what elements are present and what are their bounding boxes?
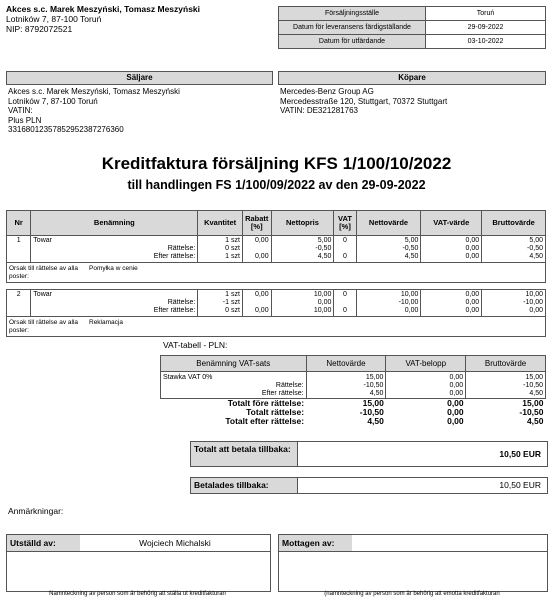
item-name-cell	[31, 236, 198, 263]
item-row-label: Efter rättelse:	[153, 307, 196, 314]
vat-rate-label: Stawka VAT 0%	[163, 374, 213, 381]
vat-amount: 0,00	[449, 374, 464, 381]
vat-net: 15,00	[365, 374, 384, 381]
item-vat-rate: 0	[343, 237, 347, 244]
item-vat-value: 0,00	[465, 307, 480, 314]
vat-total-row	[161, 408, 546, 417]
item-gross: 5,00	[529, 237, 543, 244]
meta-row	[279, 7, 546, 21]
vat-total-net: 15,00	[362, 398, 384, 408]
reason-cell	[7, 263, 198, 283]
item-row-label: Rättelse:	[167, 245, 196, 252]
seller-header	[6, 4, 200, 34]
item-net: -10,00	[398, 299, 419, 306]
item-net-cell	[356, 290, 421, 317]
meta-label: Datum för utfärdande	[279, 35, 426, 49]
vat-total-gross: 15,00	[522, 398, 544, 408]
item-net-cell	[356, 236, 421, 263]
item-discount: 0,00	[254, 237, 269, 244]
col-header-vat-rate: VAT [%]	[334, 211, 356, 236]
buyer-block	[278, 71, 546, 116]
vat-gross: -10,50	[523, 382, 543, 389]
vat-total-row	[161, 417, 546, 426]
item-vat-rate: 0	[343, 253, 347, 260]
received-by-box	[278, 534, 548, 592]
meta-label: Försäljningsställe	[279, 7, 426, 21]
col-header-nr: Nr	[7, 211, 31, 236]
vat-total-label: Totalt rättelse:	[246, 407, 305, 417]
vat-total-label: Totalt före rättelse:	[227, 398, 305, 408]
reason-label: Orsak till rättelse av alla poster:	[9, 319, 78, 334]
seller-header-address: Lotników 7, 87-100 Toruń	[6, 14, 102, 24]
buyer-line: Mercedes-Benz Group AG	[280, 87, 374, 96]
vat-amount: 0,00	[449, 390, 464, 397]
vat-total-vat: 0,00	[447, 407, 464, 417]
meta-value: Toruń	[426, 7, 546, 21]
item-price-cell	[271, 236, 334, 263]
item-price: 4,50	[317, 253, 332, 260]
meta-value: 03-10-2022	[426, 35, 546, 49]
buyer-line: VATIN: DE321281763	[280, 106, 358, 115]
item-discount: 0,00	[254, 307, 269, 314]
item-vat-value: 0,00	[465, 299, 480, 306]
vat-total-gross: 4,50	[526, 416, 544, 426]
item-gross: 10,00	[525, 291, 543, 298]
item-nr: 2	[7, 290, 31, 317]
items-table	[6, 210, 546, 337]
item-qty-cell	[198, 290, 243, 317]
item-gross: 0,00	[529, 307, 543, 314]
seller-line: VATIN:	[8, 106, 33, 115]
item-qty: 0 szt	[225, 307, 240, 314]
item-name: Towar	[33, 291, 52, 298]
col-header-qty: Kvantitet	[198, 211, 243, 236]
vat-header-row	[161, 356, 546, 372]
items-header-row	[7, 211, 546, 236]
vat-col-header: Bruttovärde	[466, 356, 546, 372]
item-discount: 0,00	[254, 253, 269, 260]
item-gross-cell	[482, 236, 546, 263]
item-discount	[245, 245, 269, 253]
item-qty: -1 szt	[222, 299, 240, 306]
table-row	[7, 290, 546, 317]
item-nr: 1	[7, 236, 31, 263]
col-header-net-value: Nettovärde	[356, 211, 421, 236]
item-vat-value: 0,00	[465, 237, 480, 244]
item-qty: 1 szt	[225, 237, 240, 244]
vat-gross: 4,50	[529, 390, 543, 397]
vat-total-net: 4,50	[367, 416, 384, 426]
item-qty: 0 szt	[225, 245, 240, 252]
buyer-body	[278, 85, 546, 116]
item-net: 10,00	[400, 291, 419, 298]
vat-table	[160, 355, 546, 426]
issued-by-box	[6, 534, 271, 592]
item-discount-cell	[242, 290, 271, 317]
item-discount: 0,00	[254, 291, 269, 298]
col-header-net-price: Nettopris	[271, 211, 334, 236]
document-title: Kreditfaktura försäljning KFS 1/100/10/2022	[101, 154, 452, 173]
item-price-cell	[271, 290, 334, 317]
item-discount-cell	[242, 236, 271, 263]
item-vat-rate	[336, 299, 353, 307]
seller-block	[6, 71, 273, 135]
issued-by-caption: Namnteckning av person som är behörig att ställa ut kreditfakturan	[49, 591, 226, 597]
issued-by-header	[7, 535, 270, 552]
vat-row-label: Efter rättelse:	[261, 390, 304, 397]
item-vat-rate: 0	[343, 291, 347, 298]
issued-by-name: Wojciech Michalski	[139, 538, 211, 548]
item-gross: -0,50	[527, 245, 543, 252]
item-vat-value: 0,00	[465, 291, 480, 298]
reason-cell	[7, 317, 198, 337]
item-vat-value-cell	[421, 290, 482, 317]
vat-label-cell	[161, 372, 307, 399]
item-price: 0,00	[317, 299, 332, 306]
item-price: -0,50	[315, 245, 332, 252]
vat-amount: 0,00	[449, 382, 464, 389]
item-name-cell	[31, 290, 198, 317]
invoice-meta-table	[278, 6, 546, 49]
received-by-caption: (namnteckning av person som är behörig att emotta kreditfakturan	[324, 591, 500, 597]
reason-row	[7, 263, 546, 283]
meta-label: Datum för leveransens färdigställande	[279, 21, 426, 35]
vat-gross-cell	[466, 372, 546, 399]
table-row	[7, 236, 546, 263]
item-net: -0,50	[402, 245, 419, 252]
vat-table-title: VAT-tabell - PLN:	[163, 340, 228, 350]
seller-line: Plus PLN	[8, 115, 42, 125]
item-gross: -10,00	[523, 299, 543, 306]
reason-empty	[198, 263, 546, 283]
seller-line: 33168012357852952387276360	[8, 125, 124, 134]
vat-col-header: Benämning VAT-sats	[161, 356, 307, 372]
vat-col-header: VAT-belopp	[386, 356, 466, 372]
item-net: 0,00	[404, 307, 419, 314]
col-header-name: Benämning	[31, 211, 198, 236]
item-row-label: Rättelse:	[167, 299, 196, 306]
meta-value: 29-09-2022	[426, 21, 546, 35]
seller-title: Säljare	[6, 71, 273, 85]
item-discount	[245, 299, 269, 307]
item-net: 5,00	[404, 237, 419, 244]
item-vat-rate-cell	[334, 236, 356, 263]
reason-label: Orsak till rättelse av alla poster:	[9, 265, 78, 280]
spacer-row	[7, 283, 546, 290]
item-gross: 4,50	[529, 253, 543, 260]
item-vat-value: 0,00	[465, 245, 480, 252]
remarks-label: Anmärkningar:	[8, 506, 64, 516]
amount-to-pay-label: Totalt att betala tillbaka:	[191, 442, 298, 466]
item-price: 10,00	[313, 307, 332, 314]
vat-total-label: Totalt efter rättelse:	[225, 416, 305, 426]
amount-to-pay-value: 10,50 EUR	[499, 449, 541, 459]
vat-amount-cell	[386, 372, 466, 399]
vat-total-vat: 0,00	[447, 416, 464, 426]
received-by-label: Mottagen av:	[279, 535, 352, 551]
seller-body	[6, 85, 273, 135]
seller-header-nip: NIP: 8792072521	[6, 24, 73, 34]
item-net: 4,50	[404, 253, 419, 260]
issued-by-label: Utställd av:	[7, 535, 80, 551]
document-subtitle: till handlingen FS 1/100/09/2022 av den 29-09-2022	[127, 178, 426, 192]
amount-paid-box	[190, 477, 548, 494]
item-name: Towar	[33, 237, 52, 244]
reason-row	[7, 317, 546, 337]
amount-paid-label: Betalades tillbaka:	[191, 478, 298, 493]
item-vat-rate	[336, 245, 353, 253]
vat-total-gross: -10,50	[519, 407, 544, 417]
item-qty: 1 szt	[225, 253, 240, 260]
reason-text: Pomyłka w cenie	[89, 265, 138, 272]
vat-gross: 15,00	[525, 374, 543, 381]
vat-total-net: -10,50	[359, 407, 384, 417]
item-qty-cell	[198, 236, 243, 263]
vat-col-header: Nettovärde	[306, 356, 386, 372]
buyer-title: Köpare	[278, 71, 546, 85]
item-vat-rate: 0	[343, 307, 347, 314]
item-price: 5,00	[317, 237, 332, 244]
vat-total-vat: 0,00	[447, 398, 464, 408]
seller-line: Akces s.c. Marek Meszyński, Tomasz Meszyński	[8, 87, 180, 96]
item-vat-rate-cell	[334, 290, 356, 317]
buyer-line: Mercedesstraße 120, Stuttgart, 70372 Stuttgart	[280, 96, 448, 106]
col-header-gross-value: Bruttovärde	[482, 211, 546, 236]
reason-empty	[198, 317, 546, 337]
item-vat-value-cell	[421, 236, 482, 263]
amount-paid-value: 10,50 EUR	[499, 480, 541, 490]
item-row-label: Efter rättelse:	[153, 253, 196, 260]
vat-row-label: Rättelse:	[275, 382, 304, 389]
item-vat-value: 0,00	[465, 253, 480, 260]
item-qty: 1 szt	[225, 291, 240, 298]
vat-net: 4,50	[369, 390, 384, 397]
meta-row	[279, 21, 546, 35]
vat-row	[161, 372, 546, 399]
col-header-discount: Rabatt [%]	[242, 211, 271, 236]
reason-text: Reklamacja	[89, 319, 123, 326]
vat-net: -10,50	[363, 382, 384, 389]
item-gross-cell	[482, 290, 546, 317]
col-header-vat-value: VAT-värde	[421, 211, 482, 236]
seller-header-name: Akces s.c. Marek Meszyński, Tomasz Meszyński	[6, 4, 201, 14]
seller-line: Lotników 7, 87-100 Toruń	[8, 96, 98, 106]
meta-row	[279, 35, 546, 49]
vat-total-row	[161, 399, 546, 409]
received-by-header	[279, 535, 547, 552]
amount-to-pay-box	[190, 441, 548, 467]
vat-net-cell	[306, 372, 386, 399]
item-price: 10,00	[313, 291, 332, 298]
